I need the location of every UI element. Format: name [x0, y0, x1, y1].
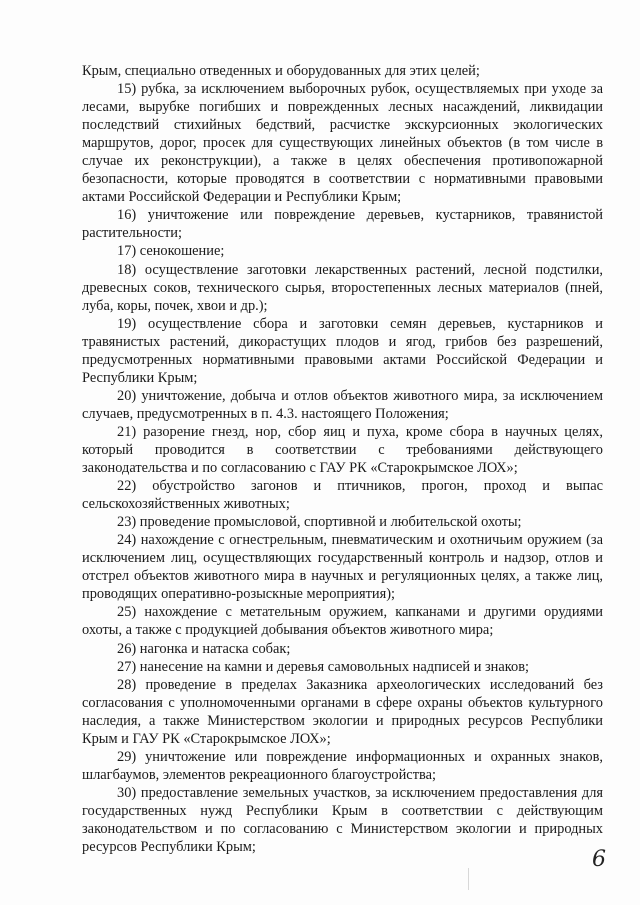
scan-artifact-line [468, 868, 469, 890]
paragraph-item-28: 28) проведение в пределах Заказника археологических исследований без согласования с уполномоченными органами в сфере охраны объектов культурного наследия, а также Министерством экологии и природных ресурсов Республики Крым и ГАУ РК «Старокрымское ЛОХ»; [82, 676, 603, 747]
paragraph-item-30: 30) предоставление земельных участков, за исключением предоставления для государственных нужд Республики Крым в соответствии с действующим законодательством и по согласованию с Министерством экологии и природных ресурсов Республики Крым; [82, 784, 603, 856]
paragraph-item-20: 20) уничтожение, добыча и отлов объектов животного мира, за исключением случаев, предусмотренных в п. 4.3. настоящего Положения; [82, 387, 603, 422]
document-body [82, 62, 603, 856]
paragraph-item-22: 22) обустройство загонов и птичников, прогон, проход и выпас сельскохозяйственных животных; [82, 478, 603, 513]
paragraph-item-24: 24) нахождение с огнестрельным, пневматическим и охотничьим оружием (за исключением лиц, осуществляющих государственный контроль и надзор, отлов и отстрел объектов животного мира в научных и регуляционных целях, а также лиц, проводящих оперативно-розыскные мероприятия); [82, 532, 603, 603]
handwritten-page-number: 6 [592, 847, 606, 872]
paragraph-item-17: 17) сенокошение; [117, 243, 225, 260]
paragraph-item-18: 18) осуществление заготовки лекарственных растений, лесной подстилки, древесных соков, технического сырья, второстепенных лесных материалов (пней, луба, коры, почек, хвои и др.); [82, 261, 603, 314]
paragraph-item-19: 19) осуществление сбора и заготовки семян деревьев, кустарников и травянистых растений, дикорастущих плодов и ягод, грибов без разрешений, предусмотренных нормативными правовыми актами Российской Федерации и Республики Крым; [82, 315, 603, 386]
paragraph-item-29: 29) уничтожение или повреждение информационных и охранных знаков, шлагбаумов, элементов рекреационного благоустройства; [82, 748, 603, 783]
paragraph-item-21: 21) разорение гнезд, нор, сбор яиц и пуха, кроме сбора в научных целях, который проводится в соответствии с требованиями действующего законодательства и по согласованию с ГАУ РК «Старокрымское ЛОХ»; [82, 423, 603, 477]
paragraph-item-26: 26) нагонка и натаска собак; [117, 640, 291, 657]
paragraph-item-27: 27) нанесение на камни и деревья самовольных надписей и знаков; [117, 658, 530, 675]
paragraph-item-15: 15) рубка, за исключением выборочных рубок, осуществляемых при уходе за лесами, вырубке погибших и поврежденных лесных насаждений, ликвидации последствий стихийных бедствий, расчистке экскурсионных экологических маршрутов, дорог, просек для существующих линейных объектов (в том числе в случае их реконструкции), а также в целях обеспечения противопожарной безопасности, которые проводятся в соответствии с нормативными правовыми актами Российской Федерации и Республики Крым; [82, 81, 603, 206]
paragraph-item-25: 25) нахождение с метательным оружием, капканами и другими орудиями охоты, а также с продукцией добывания объектов животного мира; [82, 604, 603, 639]
paragraph-item-16: 16) уничтожение или повреждение деревьев, кустарников, травянистой растительности; [82, 207, 603, 242]
paragraph-item-23: 23) проведение промысловой, спортивной и любительской охоты; [117, 514, 522, 531]
paragraph-continuation: Крым, специально отведенных и оборудованных для этих целей; [82, 63, 480, 79]
